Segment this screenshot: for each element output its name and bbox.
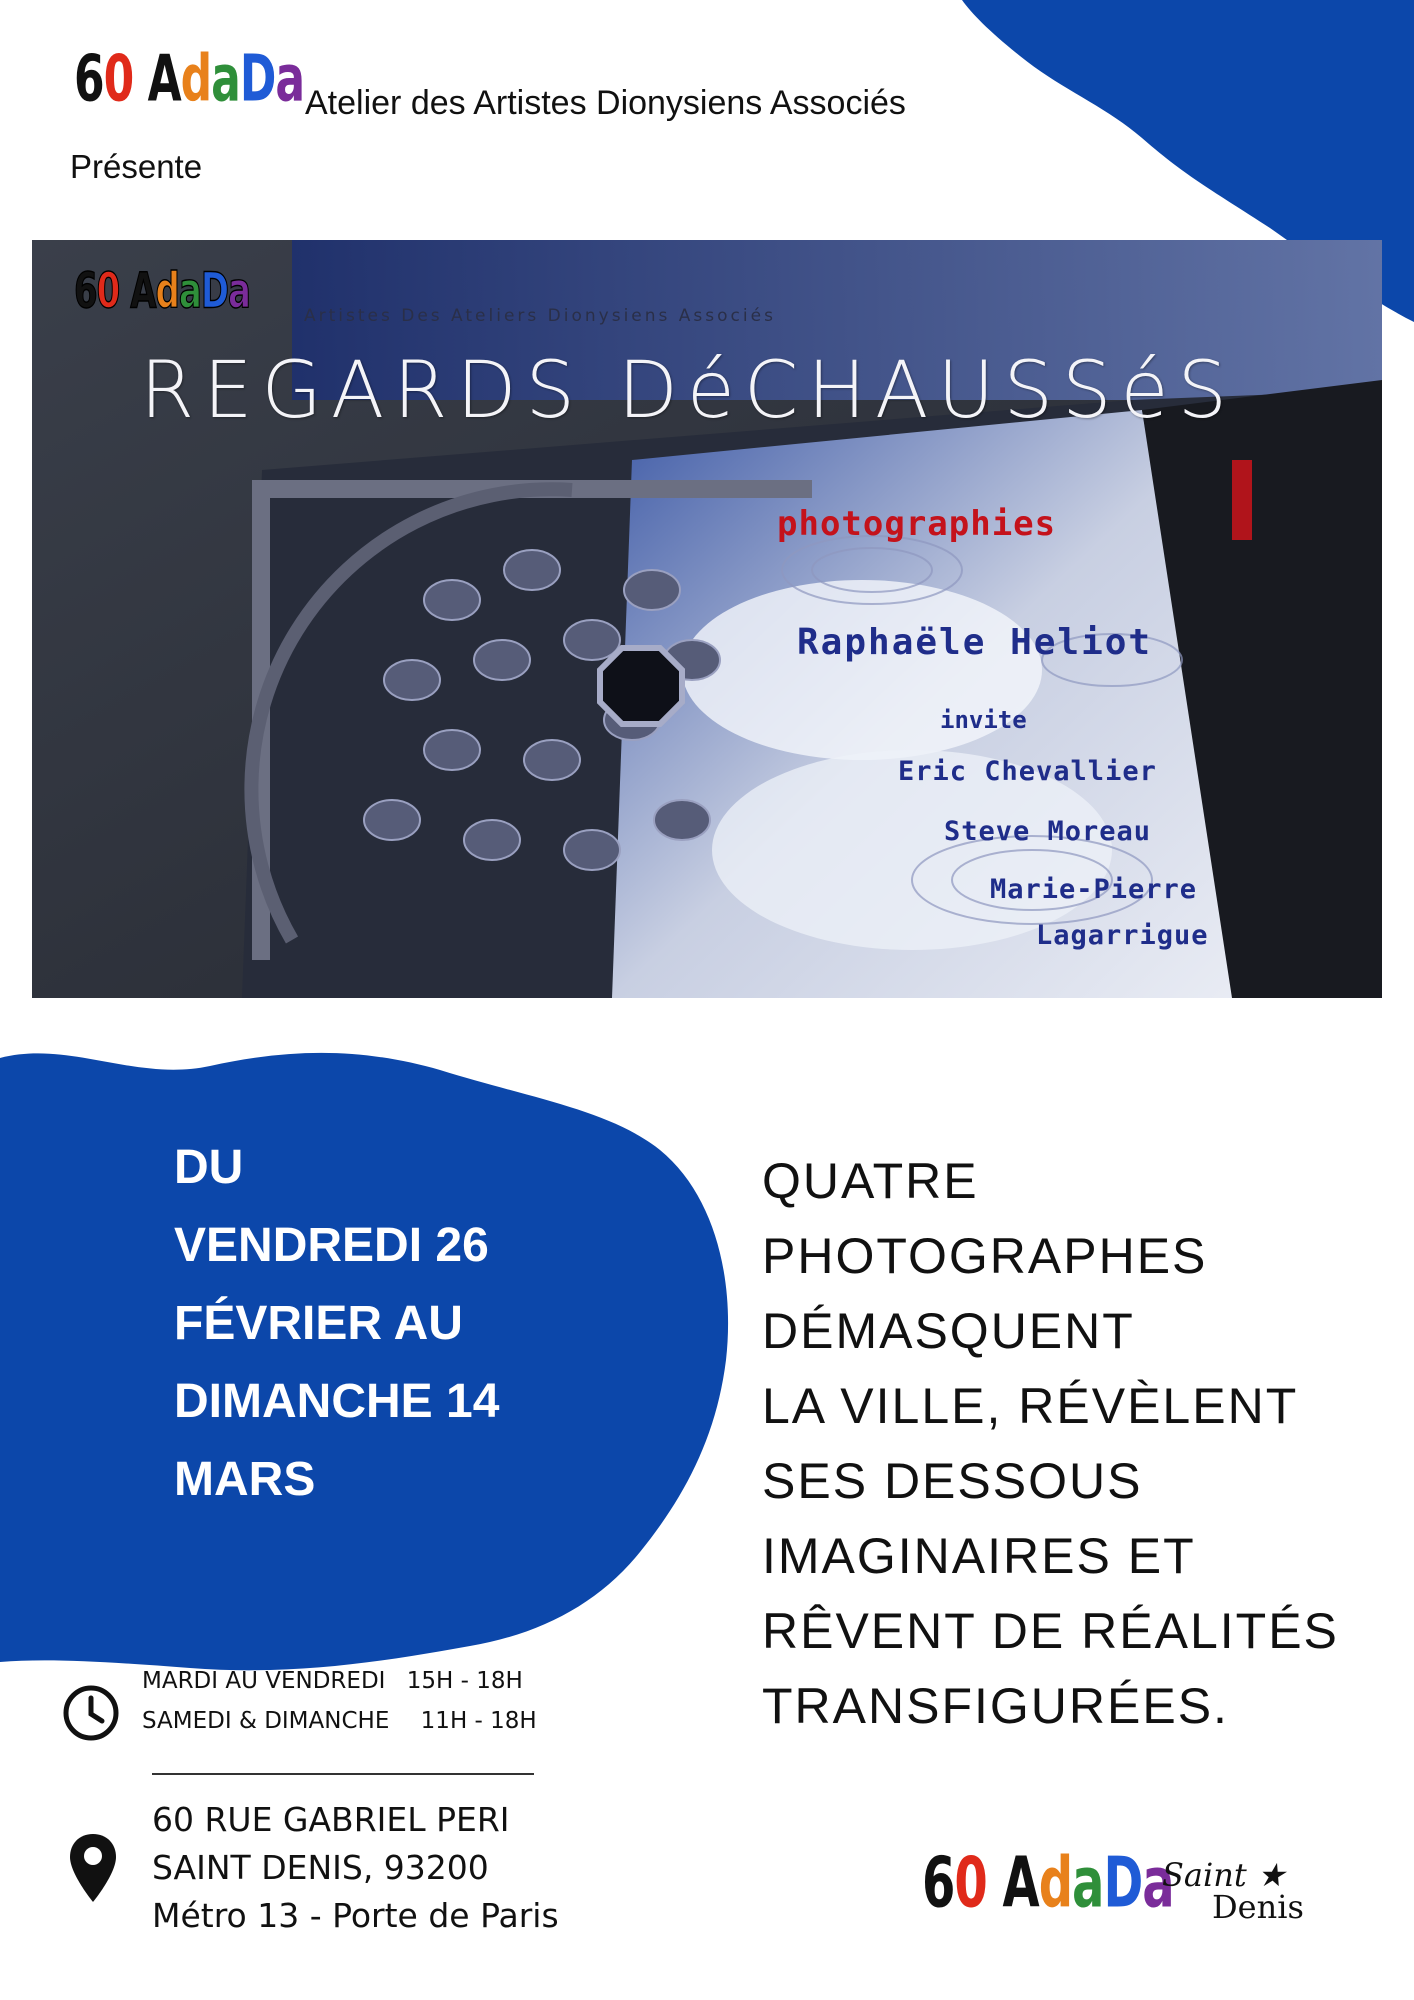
date-line: DU	[174, 1141, 244, 1194]
footer-adada-logo	[922, 1842, 1174, 1924]
star-icon: ★	[1256, 1856, 1286, 1894]
poster-guest: Lagarrigue	[1036, 920, 1209, 951]
description-line: DÉMASQUENT	[762, 1303, 1135, 1359]
description-line: QUATRE	[762, 1153, 979, 1209]
address-line: 60 RUE GABRIEL PERI	[152, 1800, 510, 1839]
logo-letter: a	[228, 262, 250, 321]
organization-name: Atelier des Artistes Dionysiens Associés	[305, 84, 906, 122]
logo-letter	[133, 48, 147, 112]
poster-guest: Eric Chevallier	[898, 756, 1157, 787]
logo-letter: 0	[96, 262, 120, 321]
logo-letter: D	[200, 262, 229, 321]
description-line: PHOTOGRAPHES	[762, 1228, 1208, 1284]
logo-letter: a	[211, 42, 240, 117]
hours-row	[142, 1708, 537, 1734]
hours-row	[142, 1668, 523, 1694]
poster-type: photographies	[777, 504, 1057, 544]
poster-guest: Steve Moreau	[944, 816, 1152, 847]
address-line: Métro 13 - Porte de Paris	[152, 1896, 559, 1935]
presents-label: Présente	[70, 148, 203, 185]
description-line: LA VILLE, RÉVÈLENT	[762, 1378, 1299, 1434]
date-line: VENDREDI 26	[174, 1219, 489, 1272]
poster-invite: invite	[940, 706, 1027, 734]
logo-letter: 6	[922, 1842, 955, 1924]
logo-letter: a	[1072, 1842, 1104, 1924]
hours-time: 15H - 18H	[406, 1668, 523, 1694]
logo-letter: 6	[74, 262, 97, 321]
logo-letter: 0	[103, 42, 134, 117]
date-line: MARS	[174, 1453, 316, 1506]
logo-letter: a	[178, 262, 201, 321]
logo-letter: d	[155, 262, 179, 321]
logo-letter: D	[239, 42, 276, 117]
logo-letter: d	[180, 42, 212, 117]
poster-artist: Raphaële Heliot	[797, 622, 1153, 663]
date-blob	[0, 1053, 728, 1670]
logo-letter: A	[130, 262, 156, 321]
logo-letter	[987, 1848, 1003, 1918]
description-line: TRANSFIGURÉES.	[762, 1678, 1229, 1734]
hours-days: MARDI AU VENDREDI	[142, 1668, 386, 1694]
logo-letter: d	[1038, 1842, 1073, 1924]
adada-logo	[74, 42, 305, 117]
description-line: RÊVENT DE RÉALITÉS	[762, 1603, 1339, 1659]
poster-tagline: Artistes Des Ateliers Dionysiens Associés	[304, 306, 776, 326]
hours-time: 11H - 18H	[420, 1708, 537, 1734]
logo-letter	[119, 267, 130, 316]
logo-letter: a	[275, 42, 305, 117]
saint-denis-logo-line1: Saint ★	[1162, 1856, 1286, 1894]
poster-adada-logo	[74, 262, 250, 321]
clock-icon	[62, 1684, 120, 1742]
exhibition-poster	[32, 240, 1382, 998]
logo-letter: A	[1002, 1842, 1039, 1924]
date-line: DIMANCHE 14	[174, 1375, 500, 1428]
logo-letter: 0	[954, 1842, 987, 1924]
saint-denis-logo-line2: Denis	[1212, 1888, 1304, 1926]
description-line: IMAGINAIRES ET	[762, 1528, 1196, 1584]
location-pin-icon	[68, 1832, 118, 1904]
address-line: SAINT DENIS, 93200	[152, 1848, 489, 1887]
logo-letter: 6	[74, 42, 104, 117]
description-line: SES DESSOUS	[762, 1453, 1143, 1509]
divider	[152, 1773, 534, 1775]
hours-days: SAMEDI & DIMANCHE	[142, 1708, 390, 1734]
poster-guest: Marie-Pierre	[990, 874, 1198, 905]
logo-letter: D	[1103, 1842, 1143, 1924]
poster-title: REGARDS DéCHAUSSéS	[140, 346, 1236, 436]
logo-letter: a	[1142, 1842, 1174, 1924]
date-line: FÉVRIER AU	[174, 1297, 463, 1350]
logo-letter: A	[147, 42, 181, 117]
